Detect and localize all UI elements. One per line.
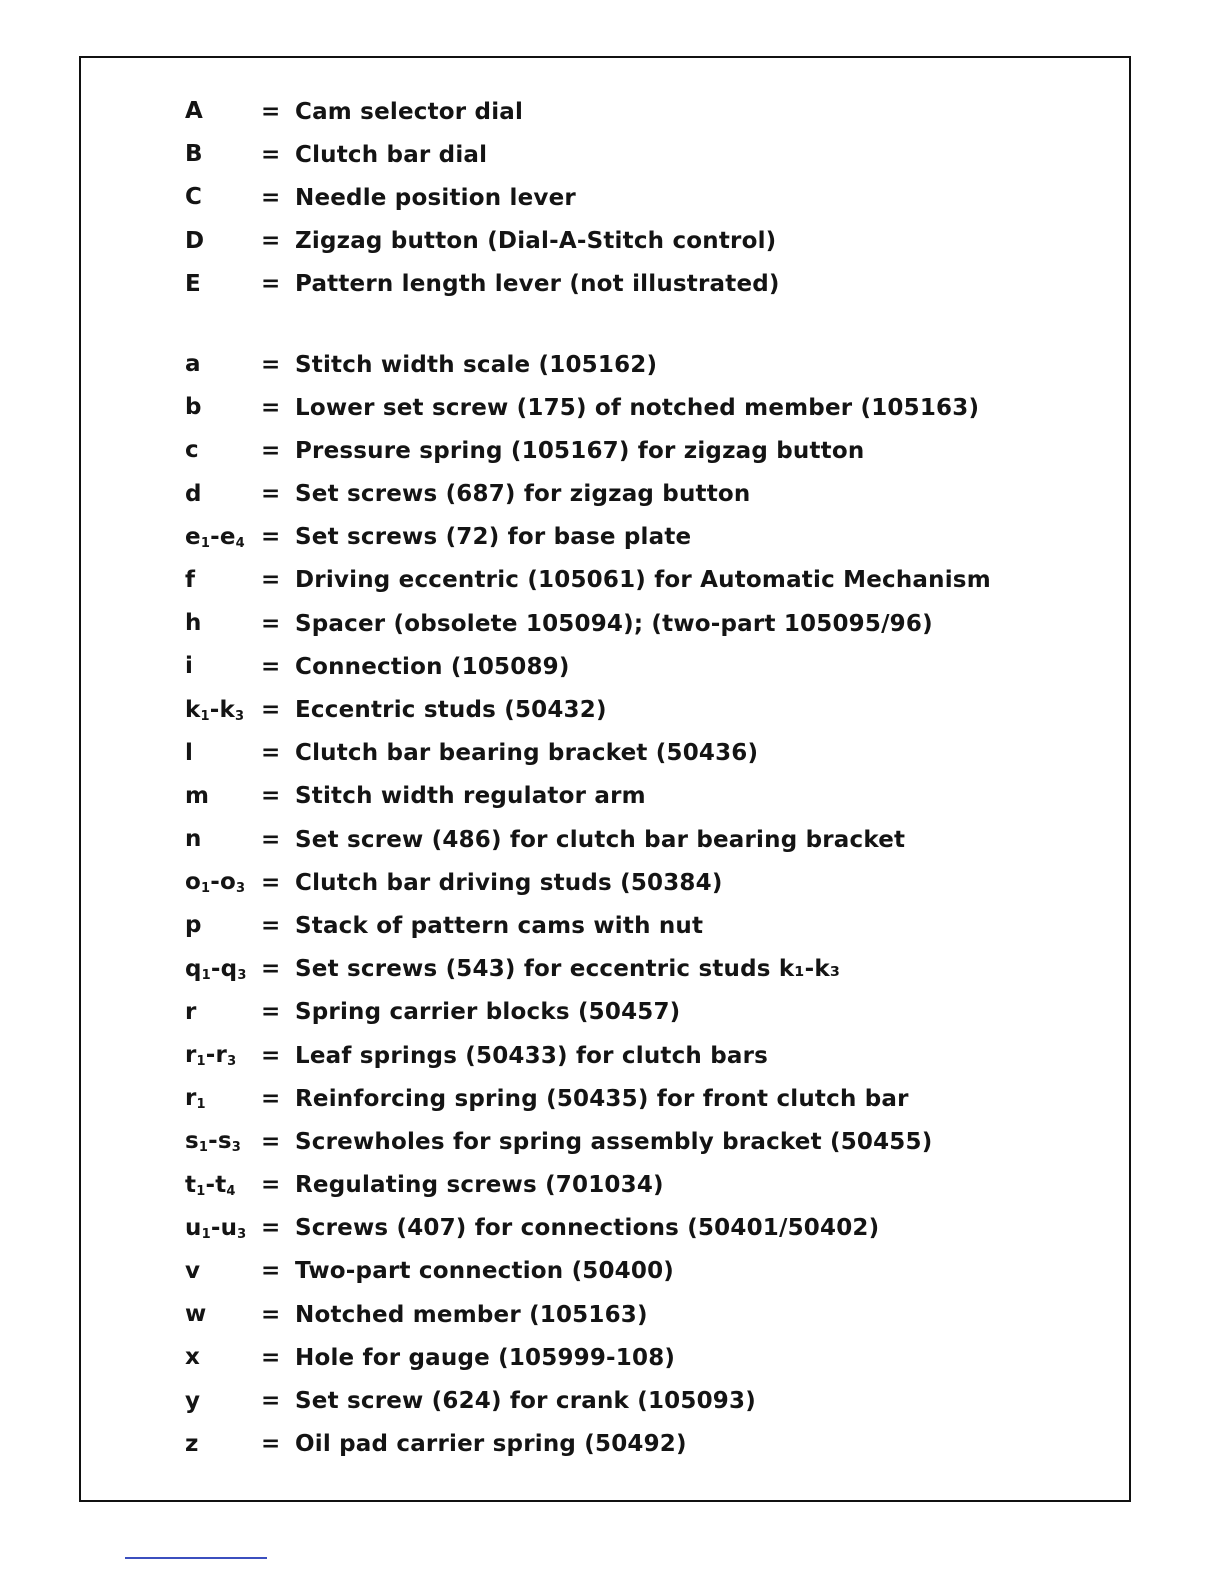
legend-description: Hole for gauge (105999-108) xyxy=(295,1344,676,1371)
legend-key xyxy=(185,1128,261,1155)
equals-sign: = xyxy=(261,1301,281,1328)
legend-row xyxy=(185,429,1085,472)
legend-description: Stitch width regulator arm xyxy=(295,783,646,810)
equals-sign: = xyxy=(261,912,281,939)
key-subscript: 1 xyxy=(196,1183,206,1199)
key-letter: r xyxy=(185,998,197,1025)
equals-sign: = xyxy=(261,956,281,983)
legend-row xyxy=(185,473,1085,516)
legend-description: Needle position lever xyxy=(295,184,576,211)
legend-key xyxy=(185,1301,261,1328)
legend-key xyxy=(185,567,261,594)
legend-row xyxy=(185,1336,1085,1379)
key-range-separator: - xyxy=(208,1128,218,1155)
legend-row xyxy=(185,775,1085,818)
key-letter: C xyxy=(185,184,203,211)
legend-description: Set screws (72) for base plate xyxy=(295,524,692,551)
key-range-separator: - xyxy=(205,1042,216,1069)
legend-description: Cam selector dial xyxy=(295,98,524,125)
equals-sign: = xyxy=(261,610,281,637)
key-letter: A xyxy=(185,98,204,125)
legend-key xyxy=(185,437,261,464)
key-letter: a xyxy=(185,351,201,378)
key-letter-end: r xyxy=(215,1042,228,1069)
legend-description: Stack of pattern cams with nut xyxy=(295,912,704,939)
legend-key xyxy=(185,98,261,125)
legend-row xyxy=(185,1077,1085,1120)
legend-key xyxy=(185,1042,261,1069)
key-letter-end: t xyxy=(215,1171,227,1198)
legend-description: Leaf springs (50433) for clutch bars xyxy=(295,1042,769,1069)
legend-key xyxy=(185,697,261,724)
key-range-separator: - xyxy=(210,869,221,896)
equals-sign: = xyxy=(261,783,281,810)
equals-sign: = xyxy=(261,1128,281,1155)
key-letter: t xyxy=(185,1171,197,1198)
key-letter: h xyxy=(185,610,202,637)
equals-sign: = xyxy=(261,394,281,421)
legend-key xyxy=(185,184,261,211)
key-subscript-end: 3 xyxy=(236,881,246,897)
key-letter: o xyxy=(185,869,202,896)
key-subscript: 1 xyxy=(200,708,210,724)
key-letter: r xyxy=(185,1085,197,1112)
key-letter: i xyxy=(185,653,194,680)
key-letter: b xyxy=(185,394,202,421)
key-letter: v xyxy=(185,1257,201,1284)
key-subscript-end: 3 xyxy=(231,1140,242,1156)
legend-key xyxy=(185,271,261,298)
equals-sign: = xyxy=(261,1258,281,1285)
legend-key xyxy=(185,524,261,551)
key-subscript: 1 xyxy=(196,1054,206,1070)
key-subscript: 1 xyxy=(201,881,211,897)
legend-description: Regulating screws (701034) xyxy=(295,1172,664,1199)
key-letter: w xyxy=(185,1301,207,1328)
equals-sign: = xyxy=(261,1388,281,1415)
key-letter: r xyxy=(185,1042,197,1069)
equals-sign: = xyxy=(261,1085,281,1112)
legend-key xyxy=(185,610,261,637)
legend-description: Screws (407) for connections (50401/50402) xyxy=(295,1215,880,1242)
key-letter: E xyxy=(185,270,201,297)
legend-key xyxy=(185,228,261,255)
key-letter: s xyxy=(185,1128,199,1155)
key-letter-end: k xyxy=(219,696,235,723)
key-subscript: 1 xyxy=(201,1226,211,1242)
legend-key xyxy=(185,869,261,896)
legend-description: Notched member (105163) xyxy=(295,1301,648,1328)
equals-sign: = xyxy=(261,869,281,896)
legend-key xyxy=(185,1431,261,1458)
legend-description: Screwholes for spring assembly bracket (50455) xyxy=(295,1128,933,1155)
legend-description: Eccentric studs (50432) xyxy=(295,697,607,724)
footer-link-underline xyxy=(125,1557,267,1559)
legend-row xyxy=(185,1379,1085,1422)
equals-sign: = xyxy=(261,271,281,298)
legend-row xyxy=(185,991,1085,1034)
equals-sign: = xyxy=(261,826,281,853)
legend-description: Stitch width scale (105162) xyxy=(295,351,658,378)
legend-description: Spring carrier blocks (50457) xyxy=(295,999,681,1026)
legend-key xyxy=(185,351,261,378)
key-letter-end: u xyxy=(220,1214,238,1241)
legend-description: Reinforcing spring (50435) for front clutch bar xyxy=(295,1085,909,1112)
legend-key xyxy=(185,394,261,421)
key-subscript: 1 xyxy=(196,1097,206,1113)
legend-row xyxy=(185,1207,1085,1250)
uppercase-legend-group xyxy=(185,90,1085,306)
key-range-separator: - xyxy=(210,955,221,982)
key-letter: f xyxy=(185,566,196,593)
key-subscript-end: 4 xyxy=(235,535,245,551)
key-subscript: 1 xyxy=(200,535,211,551)
equals-sign: = xyxy=(261,1431,281,1458)
legend-row xyxy=(185,133,1085,176)
key-letter: c xyxy=(185,437,199,464)
legend-row xyxy=(185,263,1085,306)
equals-sign: = xyxy=(261,1344,281,1371)
key-range-separator: - xyxy=(210,523,220,550)
key-letter-end: s xyxy=(217,1128,232,1155)
legend-description: Set screw (624) for crank (105093) xyxy=(295,1388,756,1415)
legend-row xyxy=(185,1250,1085,1293)
key-range-separator: - xyxy=(205,1171,216,1198)
key-subscript-end: 3 xyxy=(237,1226,247,1242)
legend-key xyxy=(185,1258,261,1285)
legend-description: Clutch bar dial xyxy=(295,141,488,168)
legend-key xyxy=(185,481,261,508)
legend-row xyxy=(185,1120,1085,1163)
legend-row xyxy=(185,1164,1085,1207)
key-subscript-end: 3 xyxy=(235,708,245,724)
key-letter: p xyxy=(185,912,202,939)
legend-row xyxy=(185,386,1085,429)
key-letter: B xyxy=(185,141,203,168)
legend-description: Set screws (543) for eccentric studs k₁-k₃ xyxy=(295,956,841,983)
key-range-separator: - xyxy=(210,1214,221,1241)
equals-sign: = xyxy=(261,1215,281,1242)
key-range-separator: - xyxy=(209,696,220,723)
legend-row xyxy=(185,90,1085,133)
key-letter: n xyxy=(185,826,202,853)
legend-frame xyxy=(79,56,1131,1502)
legend-row xyxy=(185,220,1085,263)
legend-row xyxy=(185,732,1085,775)
legend-description: Lower set screw (175) of notched member (105163) xyxy=(295,394,980,421)
legend-key xyxy=(185,912,261,939)
key-letter: k xyxy=(185,696,201,723)
legend-row xyxy=(185,1293,1085,1336)
legend-row xyxy=(185,948,1085,991)
legend-description: Clutch bar bearing bracket (50436) xyxy=(295,740,759,767)
equals-sign: = xyxy=(261,437,281,464)
equals-sign: = xyxy=(261,228,281,255)
equals-sign: = xyxy=(261,351,281,378)
key-letter: D xyxy=(185,227,205,254)
legend-row xyxy=(185,176,1085,219)
legend-key xyxy=(185,956,261,983)
legend-description: Oil pad carrier spring (50492) xyxy=(295,1431,687,1458)
legend-key xyxy=(185,783,261,810)
equals-sign: = xyxy=(261,184,281,211)
legend-key xyxy=(185,653,261,680)
lowercase-legend-group xyxy=(185,343,1085,1466)
legend-key xyxy=(185,1388,261,1415)
legend-description: Driving eccentric (105061) for Automatic Mechanism xyxy=(295,567,991,594)
key-subscript-end: 3 xyxy=(227,1054,237,1070)
legend-description: Spacer (obsolete 105094); (two-part 105095/96) xyxy=(295,610,933,637)
key-letter: x xyxy=(185,1344,201,1371)
equals-sign: = xyxy=(261,98,281,125)
key-subscript-end: 4 xyxy=(226,1183,236,1199)
key-letter: u xyxy=(185,1214,202,1241)
equals-sign: = xyxy=(261,567,281,594)
key-subscript: 1 xyxy=(201,967,211,983)
legend-description: Set screw (486) for clutch bar bearing bracket xyxy=(295,826,906,853)
key-letter: l xyxy=(185,739,194,766)
legend-row xyxy=(185,559,1085,602)
key-subscript: 1 xyxy=(198,1140,209,1156)
equals-sign: = xyxy=(261,481,281,508)
equals-sign: = xyxy=(261,1042,281,1069)
key-letter-end: q xyxy=(220,955,238,982)
legend-description: Pressure spring (105167) for zigzag button xyxy=(295,437,865,464)
legend-key xyxy=(185,1172,261,1199)
key-letter: d xyxy=(185,480,202,507)
key-letter-end: o xyxy=(220,869,237,896)
equals-sign: = xyxy=(261,524,281,551)
legend-description: Set screws (687) for zigzag button xyxy=(295,481,751,508)
legend-key xyxy=(185,1215,261,1242)
group-spacer xyxy=(185,306,1085,343)
key-letter: e xyxy=(185,523,201,550)
legend-key xyxy=(185,1085,261,1112)
legend-row xyxy=(185,1034,1085,1077)
legend-key xyxy=(185,826,261,853)
legend-row xyxy=(185,688,1085,731)
key-letter: q xyxy=(185,955,202,982)
legend-description: Clutch bar driving studs (50384) xyxy=(295,869,723,896)
key-subscript-end: 3 xyxy=(237,967,247,983)
key-letter: m xyxy=(185,782,210,809)
equals-sign: = xyxy=(261,999,281,1026)
equals-sign: = xyxy=(261,653,281,680)
legend-key xyxy=(185,141,261,168)
legend-description: Pattern length lever (not illustrated) xyxy=(295,271,780,298)
legend-row xyxy=(185,602,1085,645)
legend-description: Two-part connection (50400) xyxy=(295,1258,675,1285)
key-letter: y xyxy=(185,1387,201,1414)
key-letter-end: e xyxy=(219,523,236,550)
legend-row xyxy=(185,818,1085,861)
equals-sign: = xyxy=(261,697,281,724)
legend-description: Connection (105089) xyxy=(295,653,570,680)
legend-key xyxy=(185,1344,261,1371)
parts-legend xyxy=(185,90,1085,1466)
legend-row xyxy=(185,343,1085,386)
equals-sign: = xyxy=(261,740,281,767)
legend-row xyxy=(185,645,1085,688)
legend-row xyxy=(185,904,1085,947)
legend-row xyxy=(185,1423,1085,1466)
equals-sign: = xyxy=(261,1172,281,1199)
legend-key xyxy=(185,999,261,1026)
equals-sign: = xyxy=(261,141,281,168)
legend-row xyxy=(185,861,1085,904)
legend-key xyxy=(185,740,261,767)
legend-description: Zigzag button (Dial-A-Stitch control) xyxy=(295,228,777,255)
legend-row xyxy=(185,516,1085,559)
key-letter: z xyxy=(185,1430,199,1457)
